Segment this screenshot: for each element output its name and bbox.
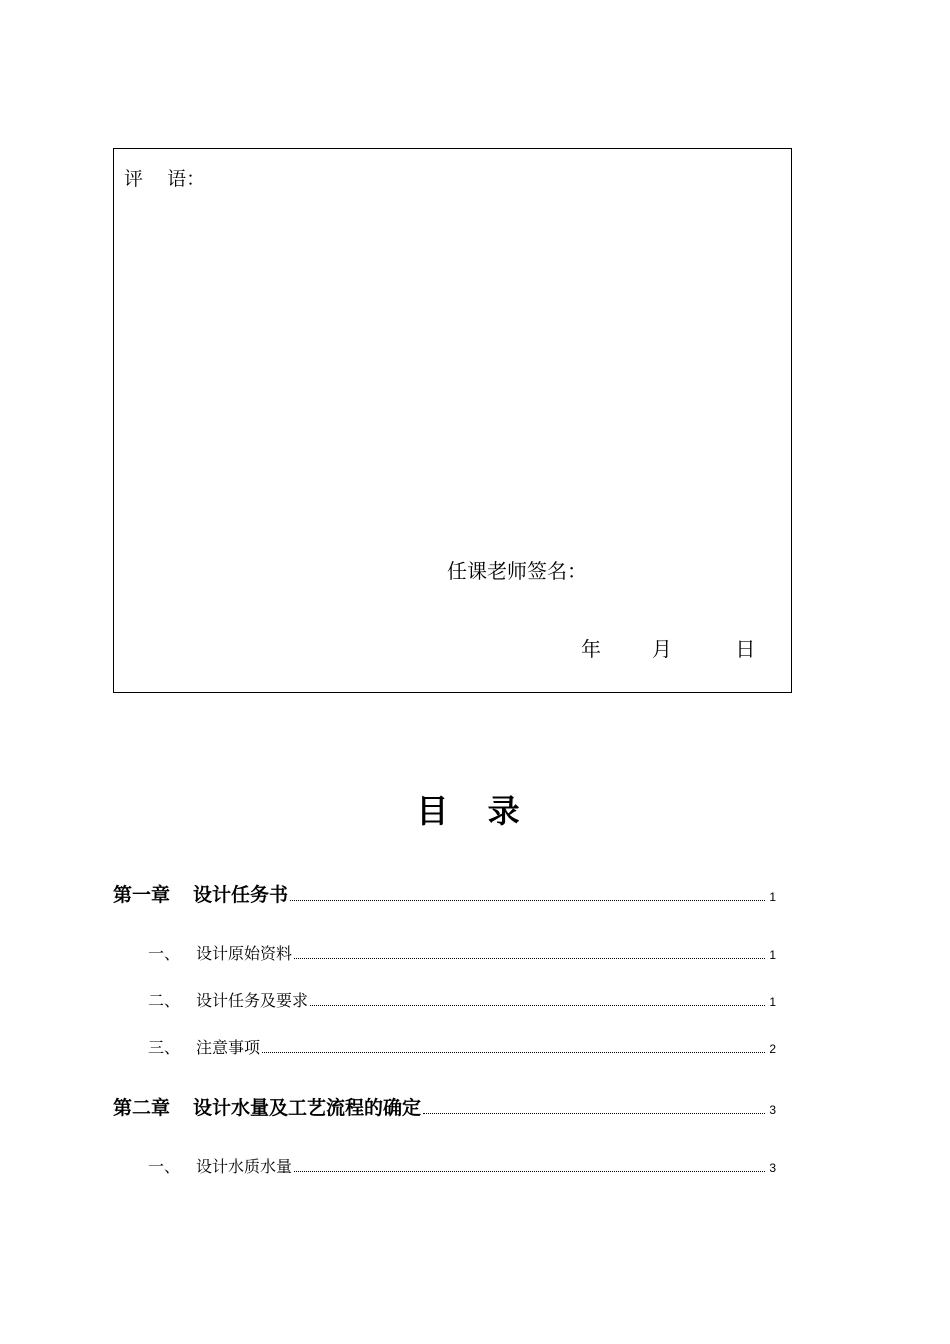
toc-entry-chapter-2[interactable] — [113, 1093, 776, 1120]
toc-entry-number: 一、 — [148, 944, 181, 963]
toc-entry-number: 二、 — [148, 991, 181, 1010]
toc-entry-title: 设计原始资料 — [196, 944, 293, 963]
comment-box — [113, 148, 792, 693]
toc-entry-chapter-1[interactable] — [113, 880, 776, 907]
toc-entry-section-2-1[interactable] — [113, 1154, 776, 1177]
toc-entry-section-1-2[interactable] — [113, 988, 776, 1011]
teacher-signature-label: 任课老师签名： — [447, 559, 587, 583]
toc-dot-leader — [262, 1051, 765, 1053]
toc-entry-title: 设计水质水量 — [196, 1157, 293, 1176]
toc-entry-number: 第二章 — [113, 1097, 171, 1119]
toc-entry-title: 设计任务及要求 — [196, 991, 309, 1010]
toc-dot-leader — [310, 1004, 765, 1006]
toc-entry-page: 1 — [769, 995, 776, 1009]
toc-entry-page: 3 — [769, 1103, 776, 1117]
toc-entry-title: 注意事项 — [196, 1038, 261, 1057]
comment-label: 评 语： — [124, 168, 206, 190]
toc-entry-page: 1 — [769, 948, 776, 962]
toc-entry-number: 一、 — [148, 1157, 181, 1176]
toc-entry-title: 设计任务书 — [193, 884, 289, 906]
toc-title: 目 录 — [416, 792, 534, 830]
date-line: 年 月 日 — [581, 637, 756, 661]
toc-dot-leader — [294, 957, 765, 959]
toc-entry-number: 三、 — [148, 1038, 181, 1057]
toc-entry-title: 设计水量及工艺流程的确定 — [193, 1097, 422, 1119]
toc-dot-leader — [290, 899, 765, 901]
toc-entry-section-1-3[interactable] — [113, 1035, 776, 1058]
toc-entry-number: 第一章 — [113, 884, 171, 906]
toc-entry-page: 3 — [769, 1161, 776, 1175]
toc-entry-section-1-1[interactable] — [113, 941, 776, 964]
toc-entry-page: 1 — [769, 890, 776, 904]
toc-dot-leader — [294, 1170, 765, 1172]
toc-entry-page: 2 — [769, 1042, 776, 1056]
toc-dot-leader — [423, 1112, 765, 1114]
